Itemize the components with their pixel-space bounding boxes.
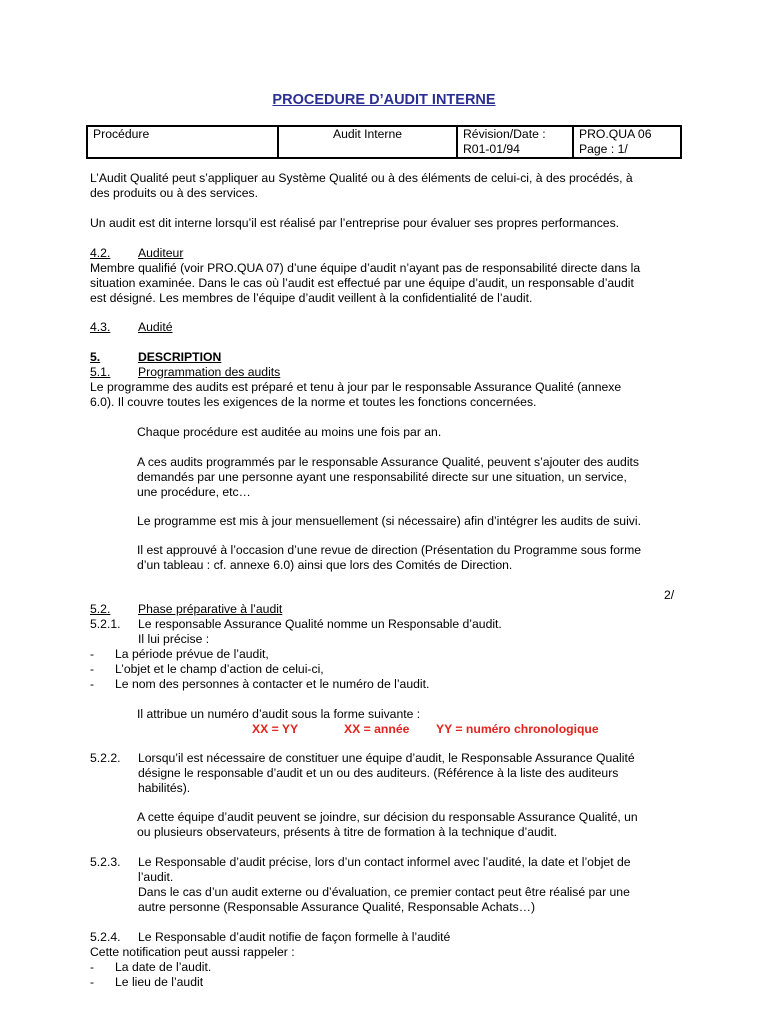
revision-cell: [457, 126, 573, 158]
paragraph-line: Le programme est mis à jour mensuellement (si nécessaire) afin d’intégrer les audits de suivi.: [137, 514, 641, 528]
section-heading-programmation: Programmation des audits: [138, 365, 281, 379]
paragraph-line: Membre qualifié (voir PRO.QUA 07) d’une équipe d’audit n’ayant pas de responsabilité directe dans la: [90, 261, 641, 275]
revision-label: Révision/Date :: [463, 127, 546, 141]
list-item: La période prévue de l’audit,: [115, 647, 269, 661]
page-title: PROCEDURE D’AUDIT INTERNE: [272, 92, 496, 108]
intro-line: L’Audit Qualité peut s’appliquer au Système Qualité ou à des éléments de celui-ci, à des procédés, à: [90, 171, 633, 185]
list-item: Le nom des personnes à contacter et le numéro de l’audit.: [115, 677, 430, 691]
paragraph-line: Il attribue un numéro d’audit sous la forme suivante :: [137, 707, 421, 721]
paragraph-line: Le Responsable d’audit notifie de façon formelle à l’audité: [138, 930, 451, 944]
section-heading-auditeur: Auditeur: [138, 246, 184, 260]
paragraph-line: une procédure, etc…: [137, 485, 251, 499]
procedure-label-cell: [87, 126, 278, 158]
code-cell: [573, 126, 681, 158]
document-code: PRO.QUA 06: [579, 127, 652, 141]
section-heading-description: DESCRIPTION: [138, 350, 222, 364]
procedure-value-cell: [278, 126, 457, 158]
bullet-marker: -: [90, 960, 95, 974]
paragraph-line: demandés par une personne ayant une responsabilité directe sur une situation, un service,: [137, 470, 627, 484]
paragraph-line: autre personne (Responsable Assurance Qualité, Responsable Achats…): [138, 900, 536, 914]
paragraph-line: A ces audits programmés par le responsable Assurance Qualité, peuvent s’ajouter des audits: [137, 455, 640, 469]
paragraph-line: l’audit.: [138, 870, 174, 884]
paragraph-line: Le programme des audits est préparé et tenu à jour par le responsable Assurance Qualité (annexe: [90, 380, 622, 394]
paragraph-line: Il lui précise :: [138, 632, 210, 646]
intro-line: des produits ou à des services.: [90, 186, 259, 200]
subsection-number: 5.2.3.: [90, 855, 121, 869]
paragraph-line: d’un tableau : cf. annexe 6.0) ainsi que lors des Comités de Direction.: [137, 558, 513, 572]
procedure-label: Procédure: [93, 127, 150, 141]
page-continuation-marker: 2/: [664, 588, 675, 602]
subsection-number: 5.2.2.: [90, 751, 121, 765]
section-number: 4.2.: [90, 246, 111, 260]
paragraph-line: 6.0). Il couvre toutes les exigences de la norme et toutes les fonctions concernées.: [90, 395, 537, 409]
paragraph-line: désigne le responsable d’audit et un ou des auditeurs. (Référence à la liste des auditeurs: [138, 766, 619, 780]
subsection-number: 5.2.1.: [90, 617, 121, 631]
paragraph-line: est désigné. Les membres de l’équipe d’audit veillent à la confidentialité de l’audit.: [90, 291, 533, 305]
section-number: 5.1.: [90, 365, 111, 379]
bullet-marker: -: [90, 662, 95, 676]
list-item: L’objet et le champ d’action de celui-ci,: [115, 662, 324, 676]
section-heading-phase-preparative: Phase préparative à l’audit: [138, 602, 283, 616]
paragraph-line: Cette notification peut aussi rappeler :: [90, 945, 295, 959]
paragraph-line: A cette équipe d’audit peuvent se joindre, sur décision du responsable Assurance Qualité, un: [137, 810, 638, 824]
format-xx-annee: XX = année: [344, 722, 410, 736]
subsection-number: 5.2.4.: [90, 930, 121, 944]
paragraph-line: habilités).: [138, 781, 191, 795]
bullet-marker: -: [90, 975, 95, 989]
bullet-marker: -: [90, 647, 95, 661]
list-item: La date de l’audit.: [115, 960, 212, 974]
section-number: 4.3.: [90, 320, 111, 334]
revision-value: R01-01/94: [463, 142, 520, 156]
bullet-marker: -: [90, 677, 95, 691]
paragraph-line: Le responsable Assurance Qualité nomme un Responsable d’audit.: [138, 617, 502, 631]
paragraph-line: Lorsqu’il est nécessaire de constituer une équipe d’audit, le Responsable Assurance Qualité: [138, 751, 635, 765]
paragraph-line: situation examinée. Dans le cas où l’audit est effectué par une équipe d’audit, un responsable d’audit: [90, 276, 634, 290]
header-table: [86, 125, 682, 159]
paragraph-line: ou plusieurs observateurs, présents à titre de formation à la technique d’audit.: [137, 825, 558, 839]
format-xx-yy: XX = YY: [252, 722, 299, 736]
format-yy-chrono: YY = numéro chronologique: [436, 722, 599, 736]
procedure-value: Audit Interne: [332, 127, 403, 141]
section-heading-audite: Audité: [138, 320, 173, 334]
paragraph-line: Dans le cas d’un audit externe ou d’évaluation, ce premier contact peut être réalisé par une: [138, 885, 630, 899]
intro-line: Un audit est dit interne lorsqu’il est réalisé par l’entreprise pour évaluer ses propres performances.: [90, 216, 620, 230]
list-item: Le lieu de l’audit: [115, 975, 204, 989]
page-number: Page : 1/: [579, 142, 628, 156]
section-number: 5.: [90, 350, 101, 364]
paragraph-line: Il est approuvé à l’occasion d’une revue de direction (Présentation du Programme sous forme: [137, 543, 642, 557]
section-number: 5.2.: [90, 602, 111, 616]
paragraph-line: Le Responsable d’audit précise, lors d’un contact informel avec l’audité, la date et l’objet de: [138, 855, 631, 869]
paragraph-line: Chaque procédure est auditée au moins une fois par an.: [137, 425, 442, 439]
